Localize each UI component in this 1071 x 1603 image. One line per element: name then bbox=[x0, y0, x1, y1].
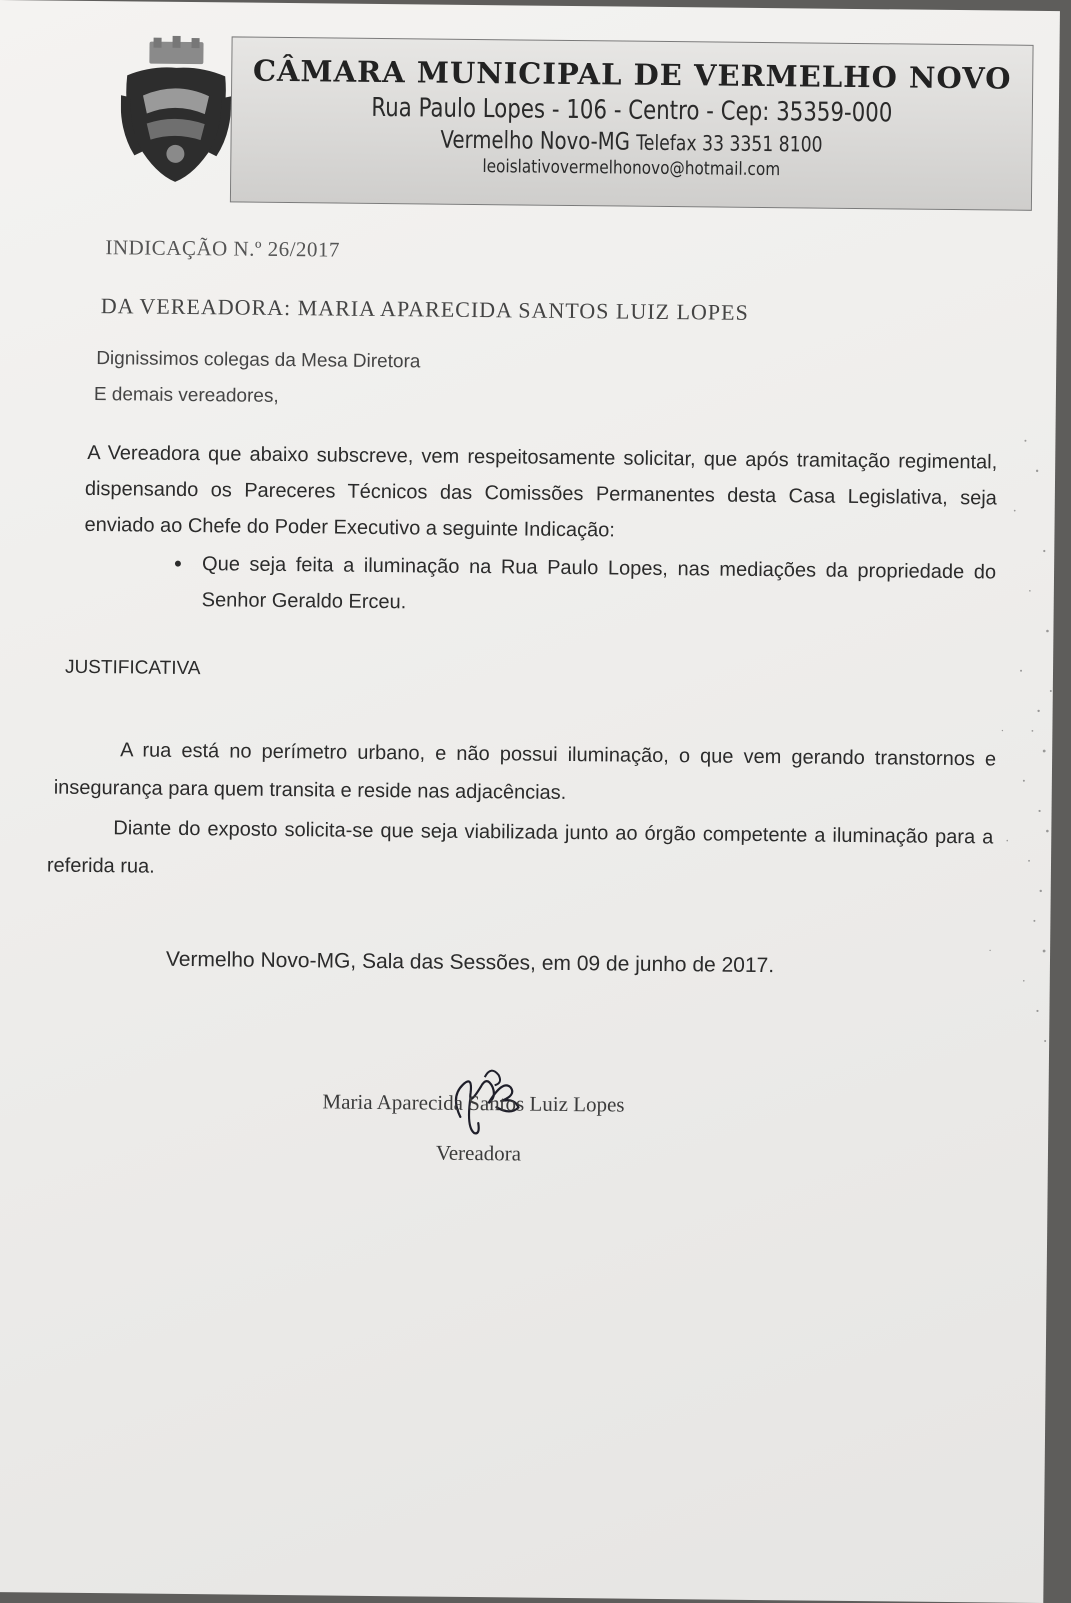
greeting-line-1: Dignissimos colegas da Mesa Diretora bbox=[96, 348, 421, 373]
chamber-email: leoislativovermelhonovo@hotmail.com bbox=[482, 156, 781, 181]
chamber-telefax: Telefax 33 3351 8100 bbox=[636, 130, 823, 157]
document-number: INDICAÇÃO N.º 26/2017 bbox=[105, 235, 341, 262]
chamber-name: CÂMARA MUNICIPAL DE VERMELHO NOVO bbox=[252, 53, 1012, 96]
signatory-role: Vereadora bbox=[435, 1140, 522, 1166]
municipal-crest-icon bbox=[120, 35, 232, 186]
justification-heading: JUSTIFICATIVA bbox=[64, 656, 201, 680]
justification-paragraph-1: A rua está no perímetro urbano, e não possui iluminação, o que vem gerando transtornos e insegurança para quem transita e reside nas adjacências. bbox=[53, 739, 997, 804]
letterhead bbox=[230, 36, 1034, 210]
bullet-marker: • bbox=[173, 550, 182, 576]
dateline: Vermelho Novo-MG, Sala das Sessões, em 09 de junho de 2017. bbox=[165, 947, 775, 978]
signatory-name: Maria Aparecida Santos Luiz Lopes bbox=[322, 1089, 625, 1117]
justification-paragraph-2: Diante do exposto solicita-se que seja viabilizada junto ao órgão competente a iluminação para a referida rua. bbox=[46, 817, 994, 878]
greeting-line-2: E demais vereadores, bbox=[93, 384, 279, 407]
author-line: DA VEREADORA: MARIA APARECIDA SANTOS LUIZ LOPES bbox=[100, 293, 749, 325]
chamber-address: Rua Paulo Lopes - 106 - Centro - Cep: 35359-000 bbox=[371, 92, 893, 129]
chamber-city-line bbox=[303, 124, 959, 159]
chamber-city: Vermelho Novo-MG bbox=[440, 125, 631, 156]
indication-bullet bbox=[174, 546, 997, 627]
toner-speckles bbox=[959, 430, 1056, 1071]
request-paragraph: A Vereadora que abaixo subscreve, vem respeitosamente solicitar, que após tramitação regimental, dispensando os Pareceres Técnicos das Comissões Permanentes desta Casa Legislativa, seja enviado ao Chefe do Poder Executivo a seguinte Indicação: bbox=[84, 441, 998, 542]
bullet-text: Que seja feita a iluminação na Rua Paulo Lopes, nas mediações da propriedade do Senhor Geraldo Erceu. bbox=[201, 553, 997, 614]
